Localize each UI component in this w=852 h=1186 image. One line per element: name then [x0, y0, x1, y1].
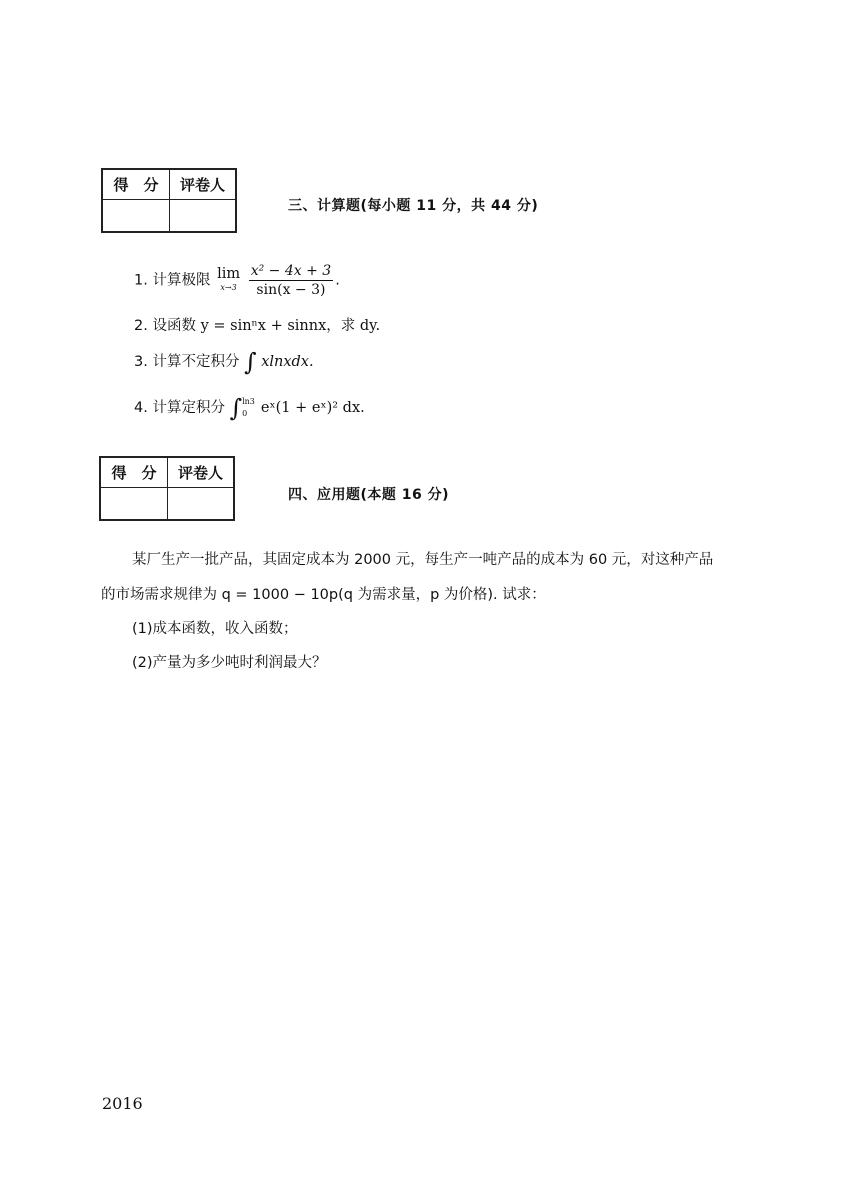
- score-table-1: [101, 168, 237, 233]
- sub-question-1: (1)成本函数，收入函数；: [132, 621, 298, 637]
- q3-expression: xlnxdx.: [261, 354, 314, 370]
- fraction-denominator: sin(x − 3): [256, 282, 326, 298]
- grader-header: 评卷人: [168, 457, 235, 487]
- integral-limits: [242, 396, 255, 420]
- integral-sign-icon: ∫: [244, 348, 257, 376]
- sub-question-2: (2)产量为多少吨时利润最大？: [132, 655, 327, 671]
- q4-expression: eˣ(1 + eˣ)² dx.: [260, 400, 365, 416]
- q1-prefix: 1. 计算极限: [134, 272, 211, 289]
- section-4-title: 四、应用题(本题 16 分): [288, 487, 450, 503]
- score-table-2: [99, 456, 235, 521]
- grader-cell[interactable]: [170, 199, 237, 232]
- score-header: 得 分: [102, 169, 170, 199]
- score-cell[interactable]: [102, 199, 170, 232]
- problem-paragraph-line-1: 某厂生产一批产品，其固定成本为 2000 元，每生产一吨产品的成本为 60 元，对这种产品: [132, 552, 714, 568]
- q2-expression: y = sinⁿx + sinnx，求 dy.: [200, 318, 381, 334]
- grader-cell[interactable]: [168, 487, 235, 520]
- score-header: 得 分: [100, 457, 168, 487]
- q3-prefix: 3. 计算不定积分: [134, 354, 240, 370]
- question-1: 1. 计算极限 lim x→3 $\frac{\text{x² − 4x + 3}}{\sin(x - 3)}$ .: [134, 263, 340, 298]
- lower-limit: 0: [242, 409, 248, 418]
- score-cell[interactable]: [100, 487, 168, 520]
- q2-prefix: 2. 设函数: [134, 318, 196, 334]
- fraction-numerator: x² − 4x + 3: [250, 263, 332, 279]
- question-4: [134, 396, 365, 420]
- limit-fraction: [249, 262, 333, 299]
- problem-paragraph-line-2: 的市场需求规律为 q = 1000 − 10p(q 为需求量，p 为价格). 试求：: [101, 587, 546, 603]
- section-3-title: 三、计算题(每小题 11 分，共 44 分): [288, 198, 539, 214]
- page-footer-code: 2016: [102, 1094, 143, 1113]
- upper-limit: ln3: [242, 397, 255, 406]
- grader-header: 评卷人: [170, 169, 237, 199]
- q4-prefix: 4. 计算定积分: [134, 400, 225, 416]
- limit-operator: lim x→3: [217, 265, 241, 292]
- question-3: [134, 350, 314, 374]
- question-2: [134, 314, 380, 335]
- definite-integral-sign-icon: ∫: [229, 394, 243, 422]
